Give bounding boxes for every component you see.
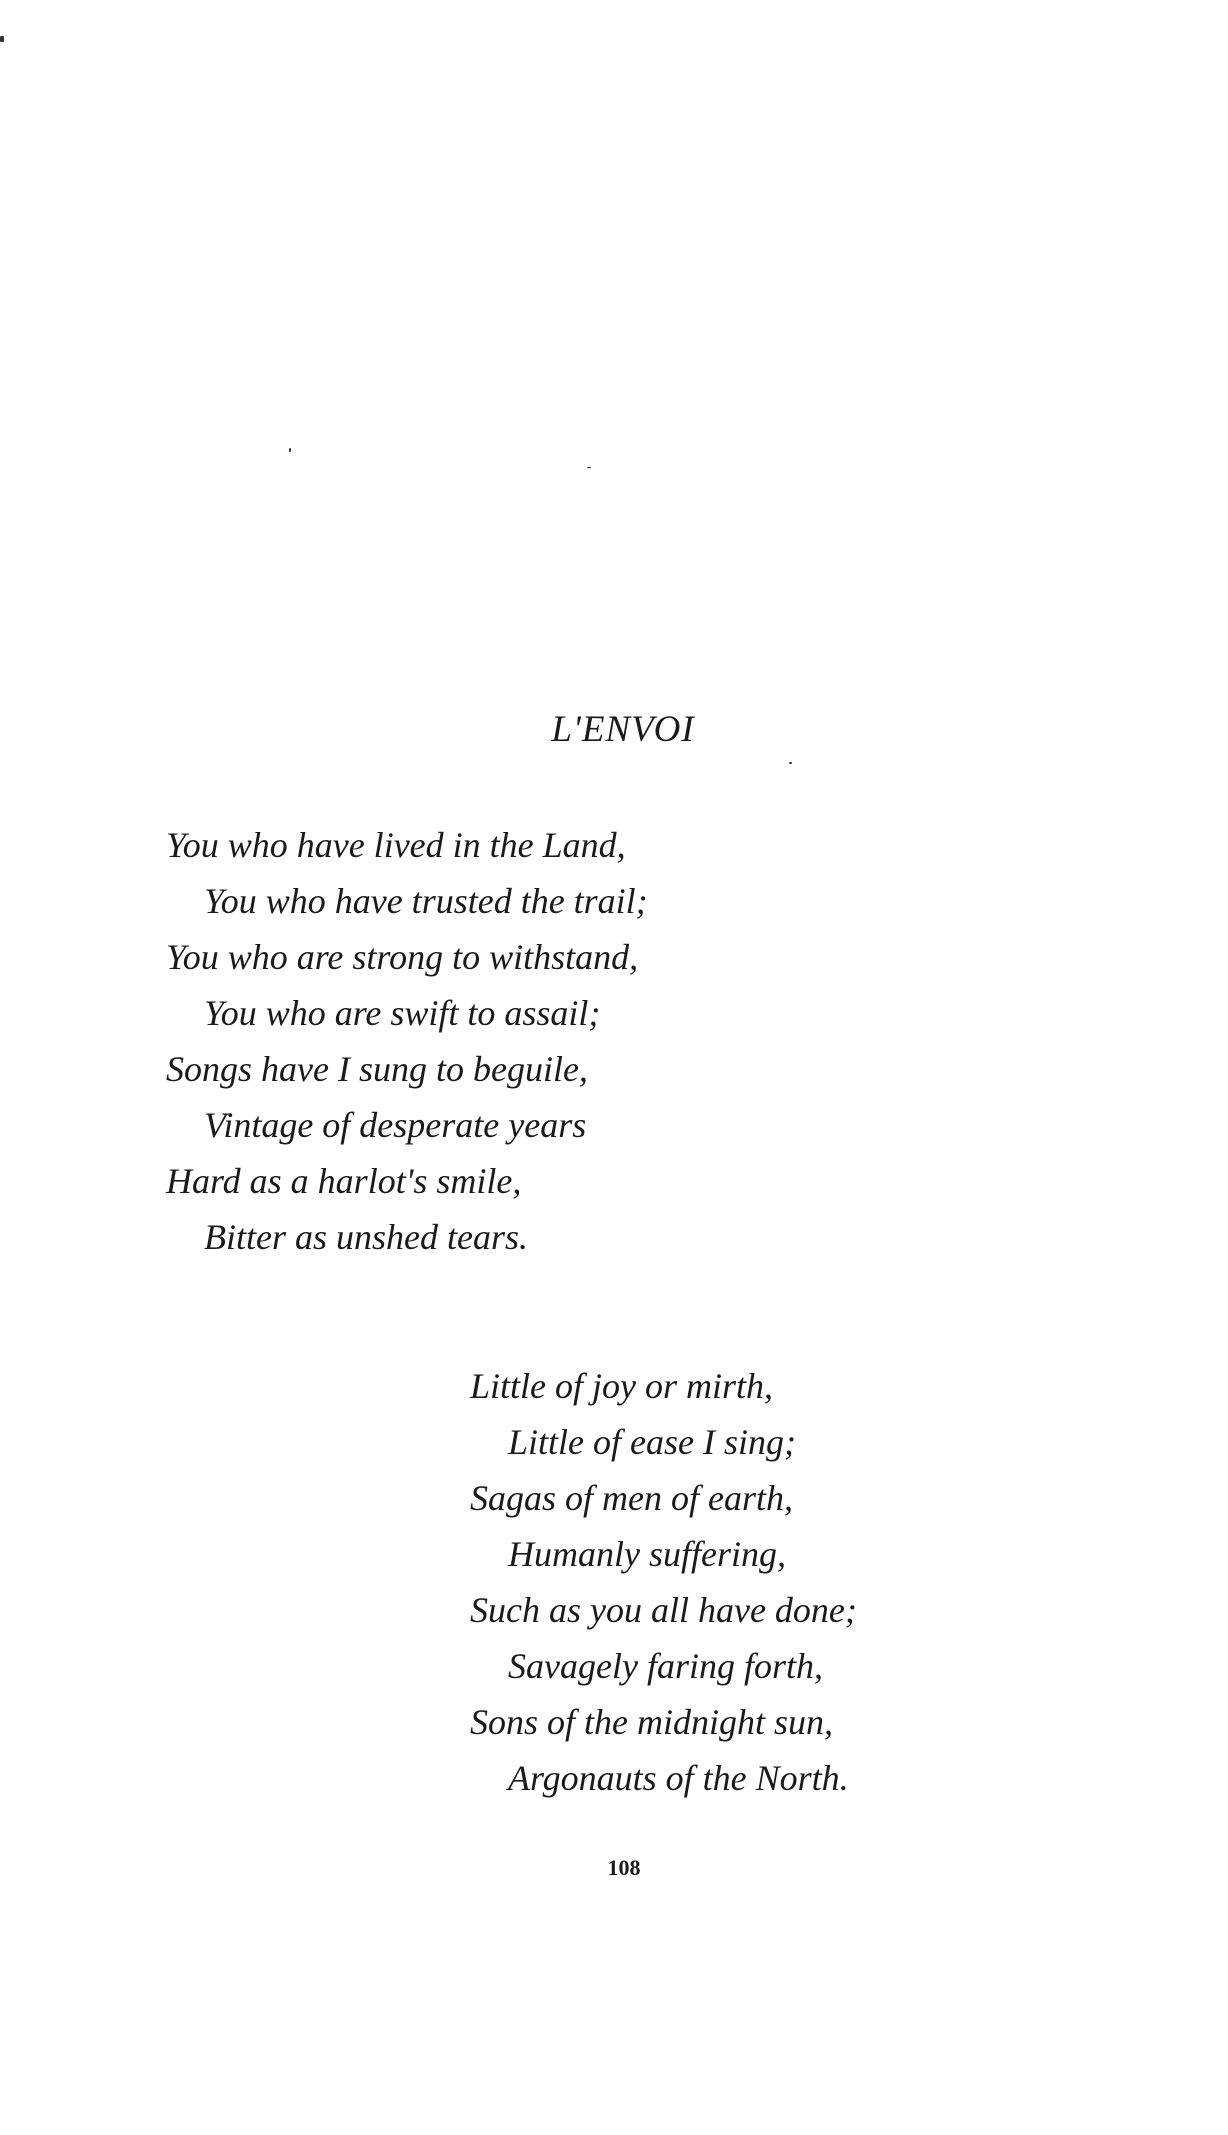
poem-line: Songs have I sung to beguile, xyxy=(166,1049,588,1089)
poem-line: You who have lived in the Land, xyxy=(166,825,626,865)
poem-line: Such as you all have done; xyxy=(470,1590,857,1630)
poem-line: You who are strong to withstand, xyxy=(166,937,639,977)
poem-line: You who are swift to assail; xyxy=(204,993,601,1033)
page-number: 108 xyxy=(607,1855,641,1880)
poem-line: Sons of the midnight sun, xyxy=(470,1702,834,1742)
poem-line: Humanly suffering, xyxy=(508,1534,786,1574)
stanza-2 xyxy=(470,1358,857,1806)
scan-speck xyxy=(289,448,291,452)
poem-line: Hard as a harlot's smile, xyxy=(166,1161,522,1201)
poem-line: Little of joy or mirth, xyxy=(470,1366,774,1406)
poem-line: Bitter as unshed tears. xyxy=(204,1217,528,1257)
poem-line: Savagely faring forth, xyxy=(508,1646,823,1686)
scan-speck xyxy=(789,762,792,764)
scan-speck xyxy=(587,467,591,468)
poem-line: You who have trusted the trail; xyxy=(204,881,648,921)
poem-line: Argonauts of the North. xyxy=(508,1758,849,1798)
stanza-1 xyxy=(166,817,648,1265)
poem-line: Sagas of men of earth, xyxy=(470,1478,793,1518)
poem-line: Little of ease I sing; xyxy=(508,1422,796,1462)
scan-speck xyxy=(0,36,4,42)
poem-line: Vintage of desperate years xyxy=(204,1105,587,1145)
poem-title: L'ENVOI xyxy=(551,709,695,750)
